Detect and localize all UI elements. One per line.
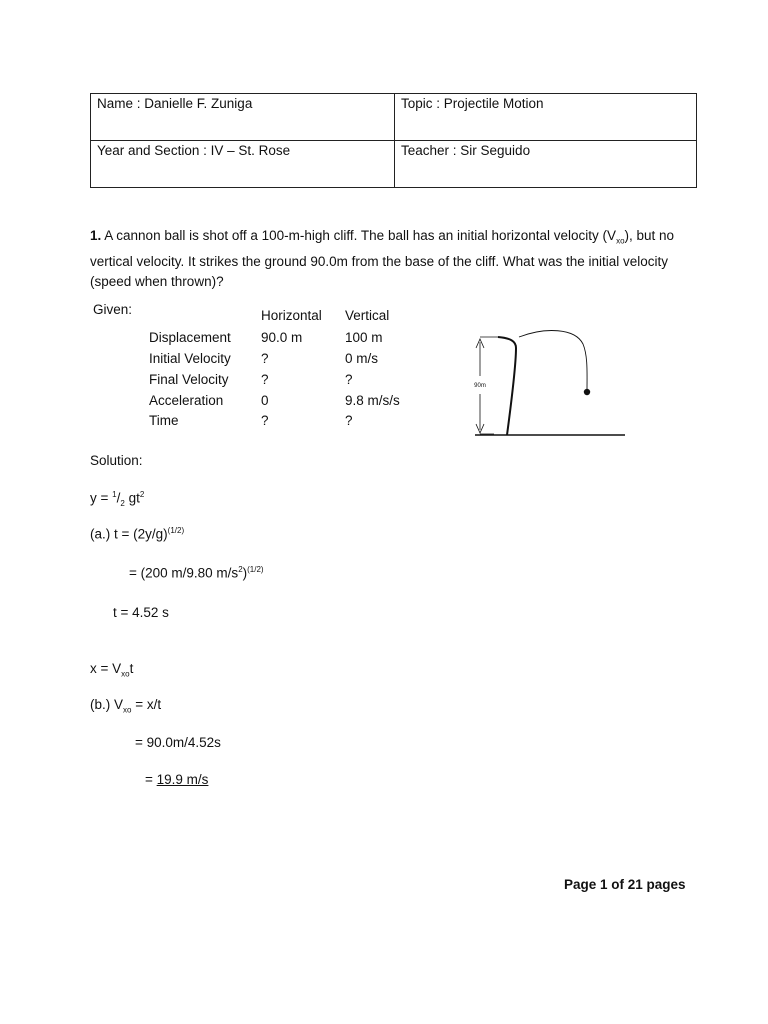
given-col-horizontal: Horizontal bbox=[261, 308, 322, 323]
problem-subscript: xo bbox=[616, 236, 625, 246]
eq-a2-text: = (200 m/9.80 m/s bbox=[129, 565, 239, 581]
eq-a2-exponent-1: 2 bbox=[238, 565, 243, 574]
eq-x-subscript: xo bbox=[121, 669, 130, 679]
given-row-horizontal: 90.0 m bbox=[261, 330, 303, 345]
given-row-label: Displacement bbox=[149, 330, 231, 345]
eq-x-suffix: t bbox=[129, 661, 134, 676]
given-row-label: Initial Velocity bbox=[149, 351, 231, 366]
eq-x-prefix: x = V bbox=[90, 661, 122, 676]
given-row-horizontal: 0 bbox=[261, 393, 269, 408]
given-row-label: Final Velocity bbox=[149, 372, 229, 387]
equation-x bbox=[90, 661, 133, 679]
cliff-outline bbox=[498, 337, 516, 435]
solution-label: Solution: bbox=[90, 453, 143, 468]
equation-b-substitution: = 90.0m/4.52s bbox=[135, 735, 221, 750]
final-answer: 19.9 m/s bbox=[156, 772, 209, 787]
given-label: Given: bbox=[93, 302, 133, 317]
projectile-trajectory bbox=[519, 331, 587, 390]
time-result: t = 4.52 s bbox=[113, 605, 169, 620]
given-row-horizontal: ? bbox=[261, 351, 269, 366]
problem-statement bbox=[90, 226, 680, 292]
equation-b bbox=[90, 697, 161, 715]
eq-b-prefix: (b.) V bbox=[90, 697, 124, 712]
given-row-horizontal: ? bbox=[261, 413, 269, 428]
problem-text-2: ), but no vertical velocity. It strikes the ground 90.0m from the base of the cliff. What was the initial velocity (speed when thrown)? bbox=[90, 228, 675, 289]
eq-b-suffix: = x/t bbox=[131, 697, 162, 712]
page-number: Page 1 of 21 pages bbox=[564, 877, 686, 892]
problem-text-1: A cannon ball is shot off a 100-m-high cliff. The ball has an initial horizontal velocity (V bbox=[101, 228, 617, 243]
given-row-vertical: ? bbox=[345, 372, 353, 387]
eq-b-subscript: xo bbox=[123, 705, 132, 715]
eq-a2-close: ) bbox=[242, 565, 248, 581]
eq1-fraction-numerator: 1 bbox=[112, 490, 117, 499]
eq1-fraction-denominator: 2 bbox=[120, 499, 125, 509]
eq1-suffix: gt bbox=[124, 490, 140, 506]
equation-y: $y = ^1/_2$ $gt^2$ bbox=[90, 490, 145, 509]
eq1-exponent: 2 bbox=[139, 490, 145, 499]
given-row-label: Time bbox=[149, 413, 179, 428]
given-col-vertical: Vertical bbox=[345, 308, 390, 323]
eq1-prefix: y = bbox=[90, 490, 113, 506]
name-cell: Name : Danielle F. Zuniga bbox=[91, 94, 395, 141]
given-row-vertical: 100 m bbox=[345, 330, 383, 345]
cannonball bbox=[584, 389, 590, 395]
eq-a-exponent: (1/2) bbox=[167, 526, 185, 535]
velocity-result bbox=[145, 772, 208, 787]
topic-cell: Topic : Projectile Motion bbox=[395, 94, 697, 141]
equation-a bbox=[90, 526, 184, 542]
given-row-vertical: 0 m/s bbox=[345, 351, 379, 366]
given-row-horizontal: ? bbox=[261, 372, 269, 387]
given-row-vertical: 9.8 m/s/s bbox=[345, 393, 400, 408]
eq-a2-exponent-2: (1/2) bbox=[247, 565, 264, 574]
equation-a-substitution bbox=[129, 565, 264, 581]
eq-a-text: (a.) t = (2y/g) bbox=[90, 526, 168, 542]
result-prefix: = bbox=[145, 772, 157, 787]
header-table bbox=[90, 93, 697, 188]
height-label: 90m bbox=[474, 383, 486, 389]
given-row-label: Acceleration bbox=[149, 393, 224, 408]
problem-number: 1. bbox=[90, 228, 102, 243]
cliff-trajectory-diagram bbox=[460, 320, 635, 445]
given-row-vertical: ? bbox=[345, 413, 353, 428]
teacher-cell: Teacher : Sir Seguido bbox=[395, 141, 697, 188]
year-section-cell: Year and Section : IV – St. Rose bbox=[91, 141, 395, 188]
